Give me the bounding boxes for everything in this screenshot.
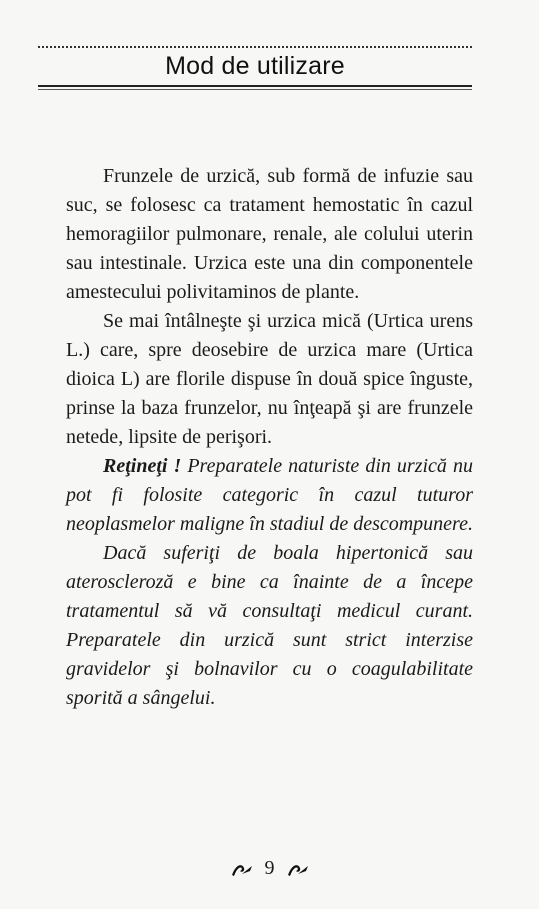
paragraph-small-nettle: Se mai întâlneşte şi urzica mică (Urtica urens L.) care, spre deosebire de urzica mare (Urtica dioica L) are florile dispuse în două spice înguste, prinse la baza frunzelor, nu înţeapă şi are frunzele netede, lipsite de perişori. (66, 310, 473, 448)
warning-lead: Reţineţi ! (103, 455, 182, 477)
page-footer (0, 855, 539, 880)
header-rule-thin (38, 89, 472, 90)
leaf-ornament-icon (286, 860, 310, 876)
leaf-ornament-icon (230, 860, 254, 876)
header-rule (38, 85, 472, 87)
header-dotted-rule (38, 46, 472, 48)
body-text (66, 162, 473, 713)
warning-text: Preparatele naturiste din urzică nu pot fi folosite categoric în cazul tuturor neoplasmelor maligne în stadiul de descompunere. (66, 455, 473, 535)
page-number: 9 (264, 857, 275, 880)
paragraph-usage: Frunzele de urzică, sub formă de infuzie sau suc, se folosesc ca tratament hemostatic în cazul hemoragiilor pulmonare, renale, ale colului uterin sau intestinale. Urzica este una din componentele amestecului polivitaminos de plante. (66, 165, 473, 303)
paragraph-contraindications: Dacă suferiţi de boala hipertonică sau ateroscleroză e bine ca înainte de a începe tratamentul să vă consultaţi medicul curant. Preparatele din urzică sunt strict interzise gravidelor şi bolnavilor cu o coagulabilitate sporită a sângelui. (66, 542, 473, 709)
section-title: Mod de utilizare (165, 52, 345, 80)
paragraph-warning (66, 452, 473, 539)
